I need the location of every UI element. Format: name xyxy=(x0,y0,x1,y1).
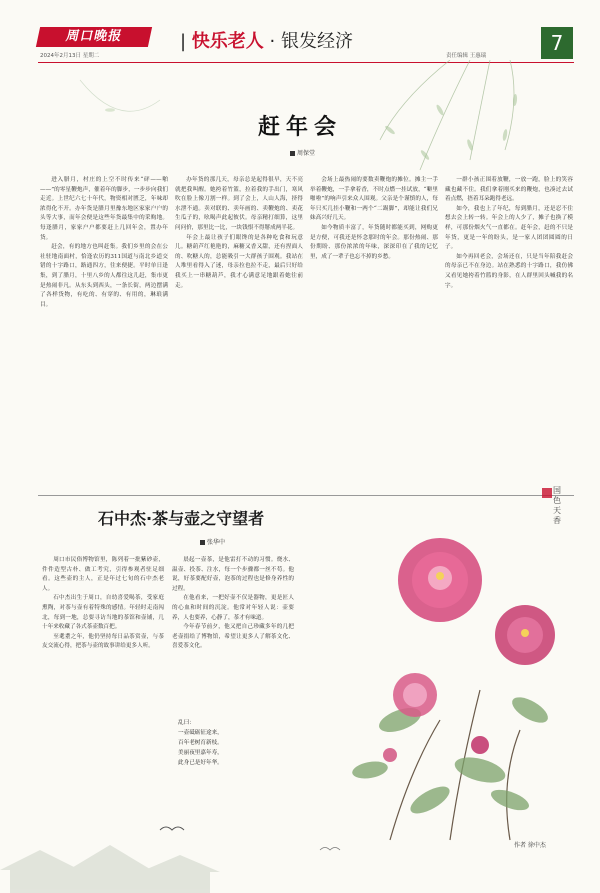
column-title: | 快乐老人 · 银发经济 xyxy=(180,31,353,52)
peony-flower-small xyxy=(393,673,437,717)
issue-date: 2024年2月13日 星期二 xyxy=(40,53,100,59)
article2-author: 张华中 xyxy=(200,537,225,546)
village-rooftops-illustration xyxy=(0,810,600,893)
column-right: 银发经济 xyxy=(280,31,353,52)
masthead xyxy=(0,0,600,55)
painting-inscription: 国色天香 xyxy=(553,486,561,525)
article1-column-3: 会场上最热闹的要数卖鞭炮的摊位。摊主一手举着鞭炮，一手拿着香，不时点燃一挂试放，“噼里啪啦”的响声引来众人围观。父亲是个谨慎的人，每年只买几挂小鞭和一两个“二踢脚”，却能让我们兄妹高兴好几天。 如今物质丰富了，年货随时都能买到，网购更是方便，可我还是怀念那时的年会。那份热闹、那份期盼、那份浓浓的年味，深深印在了我的记忆里，成了一辈子也忘不掉的乡愁。 xyxy=(310,177,438,260)
article2-title: 石中杰·茶与壶之守望者 xyxy=(98,509,265,528)
column-left: 快乐老人 xyxy=(191,31,264,52)
article1-column-2: 办年货的那几天，母亲总是起得很早，天不亮就把我叫醒。她挎着竹篮，拉着我的手出门，寒风吹在脸上像刀割一样。到了会上，人山人海，挤得水泄不通。卖对联的、卖年画的、卖鞭炮的、卖花生瓜子的，吆喝声此起彼伏。母亲精打细算，这里问问价，那里比一比，一块钱恨不得掰成两半花。 年会上最让孩子们眼馋的是各种吃食和玩意儿。糖葫芦红艳艳的，麻糖又香又甜，还有捏面人的、吹糖人的，总能吸引一大群孩子围观。我站在人堆里看得入了迷，母亲拉也拉不走，最后只好给我买上一串糖葫芦，我才心满意足地跟着她往前走。 xyxy=(175,177,303,289)
newspaper-logo: 周口晚报 xyxy=(36,27,152,47)
article-title: 赶年会 xyxy=(257,114,342,140)
article2-column-1: 周口市民俗博物馆里，陈列着一批紫砂壶，件件造型古朴、做工考究，引得参观者驻足细看。这些壶的主人，正是年过七旬的石中杰老人。 石中杰出生于周口，自幼喜爱喝茶，受家庭熏陶，对茶与壶有着特殊的感情。年轻时走南闯北，每到一地，总要寻访当地的茶馆和壶铺，几十年来收藏了各式茶壶数百把。 至耄耋之年，他仍坚持每日品茶赏壶，与茶友交流心得，把茶与壶的故事讲给更多人听。 xyxy=(42,557,164,650)
poem: 乱曰： 一壶砥砺征途来， 百年老树育新枝。 美丽夜里嘉年寿， 此身已是好年华。 xyxy=(178,720,223,766)
peony-flower-large xyxy=(398,538,482,622)
peony-painting xyxy=(330,470,575,850)
editor-credit: 责任编辑 王惠瑞 xyxy=(446,53,487,59)
article-author: 周保堂 xyxy=(290,148,315,157)
peony-flower-right xyxy=(495,605,555,665)
article2-column-2: 晨起一壶茶，是他雷打不动的习惯。烧水、温壶、投茶、注水，每一个步骤都一丝不苟。他说，好茶要配好壶，泡茶的过程也是修身养性的过程。 在他看来，一把好壶不仅是器物，更是匠人的心血和时间的沉淀。他常对年轻人说：壶要养，人也要养，心静了，茶才有味道。 今年春节前夕，他又把自己珍藏多年的几把老壶捐给了博物馆，希望让更多人了解茶文化、喜爱茶文化。 xyxy=(172,557,294,650)
article1-column-4: 一群小孩正围着放鞭，一放一跑，脸上的笑容藏也藏不住。我们拿着刚买来的鞭炮，也凑过去试着点燃，捂着耳朵跑得老远。 如今，我也上了年纪，每到腊月，还是忍不住想去会上转一转。年会上的人少了，摊子也换了模样，可那份烟火气一直都在。赶年会，赶的不只是年货，更是一年的盼头，是一家人团团圆圆的日子。 如今再回老会，会场还在，只是当年陪我赶会的母亲已不在身边。站在熟悉的十字路口，我仿佛又看见她挎着竹篮的身影，在人群里回头喊我的名字。 xyxy=(445,177,573,289)
article1-column-1: 进入腊月，村庄的上空不时传来“砰——啪——”的零星鞭炮声，催着年的脚步，一步步向我们走近。上世纪六七十年代，物资相对匮乏，年味却浓得化不开。办年货是腊月里豫东地区家家户户的头等大事，而年会便是这些年货最集中的采购地。每逢腊月，家家户户都要赶上几回年会，置办年货。 赶会，有的地方也叫赶集。我们乡里的会在公社驻地南面村，恰逢农历的311国道与南北乡道交错的十字路口，路通四方，往来便捷。平时单日逢集，到了腊月，十里八乡的人都往这儿赶，集市更是热闹非凡。从东头到西头，一条长街，两边摆满了各样货物，有吃的、有穿的、有用的，琳琅满目。 xyxy=(40,177,168,308)
painting-credit: 作者 徐中杰 xyxy=(514,842,546,849)
page-number: 7 xyxy=(541,27,573,59)
